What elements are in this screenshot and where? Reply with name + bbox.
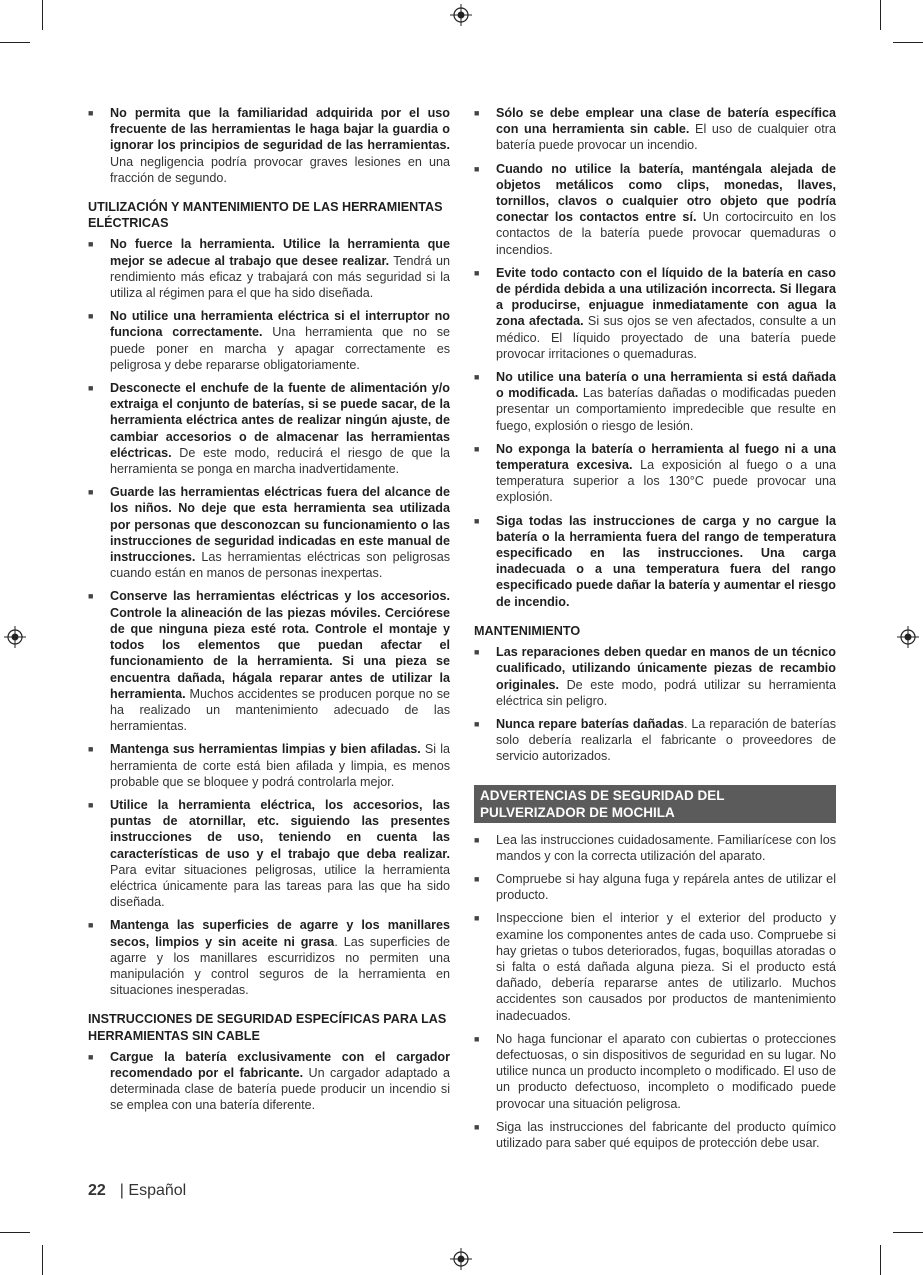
bullet-bold-text: No exponga la batería o herramienta al fuego ni a una temperatura excesiva. [496,441,836,473]
square-bullet-icon: ■ [474,647,480,658]
registration-mark-icon [450,4,472,26]
bullet-item [474,716,836,765]
square-bullet-icon: ■ [474,1033,480,1044]
crop-mark [42,1245,43,1275]
bullet-bold-text: Evite todo contacto con el líquido de la batería en caso de pérdida debida a una utilización incorrecta. Si llegara a producirse, enjuague inmediatamente con agua la zona afectada. [496,265,836,329]
bullet-text: Un cargador adaptado a determinada clase de batería puede producir un incendio si se emplea con una batería diferente. [110,1065,450,1113]
bullet-item [474,910,836,1023]
bullet-text: De este modo, podrá utilizar su herramienta eléctrica sin peligro. [496,677,836,708]
bullet-text: De este modo, reducirá el riesgo de que la herramienta se ponga en marcha inadvertidamente. [110,445,450,477]
bullet-text: La exposición al fuego o a una temperatura superior a los 130°C puede provocar una explosión. [496,458,836,505]
square-bullet-icon: ■ [88,799,94,810]
square-bullet-icon: ■ [88,239,94,250]
bullet-item [474,1031,836,1112]
bullet-text: Si la herramienta de corte está bien afilada y limpia, es menos probable que se bloquee y podrá controlarla mejor. [110,742,450,789]
bullet-text: Lea las instrucciones cuidadosamente. Familiarícese con los mandos y con la correcta utilización del aparato. [496,832,836,863]
bullet-text: Inspeccione bien el interior y el exterior del producto y examine los componentes antes de cada uso. Compruebe si hay grietas o tubos deteriorados, fugas, boquillas atoradas o si falta o está dañada alguna pieza. Si el producto está dañado, debería repararse antes de utilizarlo. Muchos accidentes son causados por productos de mantenimiento inadecuados. [496,911,836,1023]
bullet-bold-text: Sólo se debe emplear una clase de batería específica con una herramienta sin cable. [496,106,836,137]
registration-mark-icon [897,626,919,648]
bullet-bold-text: Cuando no utilice la batería, manténgala alejada de objetos metálicos como clips, monedas, llaves, tornillos, clavos o cualquier otro objeto que podría conectar los contactos entre sí. [496,161,836,225]
bullet-text: Siga las instrucciones del fabricante del producto químico utilizado para saber qué equipos de protección debe usar. [496,1119,836,1150]
bullet-item [474,369,836,434]
square-bullet-icon: ■ [88,744,94,755]
crop-mark [42,0,43,30]
bullet-bold-text: Guarde las herramientas eléctricas fuera del alcance de los niños. No deje que esta herramienta sea utilizada por personas que desconozcan su funcionamiento o las instrucciones de seguridad indicadas en este manual de instrucciones. [110,485,450,565]
bullet-item [88,380,450,477]
bullet-bold-text: No permita que la familiaridad adquirida por el uso frecuente de las herramientas le haga bajar la guardia o ignorar los principios de seguridad de las herramientas. [110,106,450,153]
bullet-bold-text: Utilice la herramienta eléctrica, los accesorios, las puntas de atornillar, etc. siguiendo las presentes instrucciones de uso, teniendo en cuenta las características de uso y el trabajo que deba realizar. [110,797,450,861]
square-bullet-icon: ■ [88,311,94,322]
square-bullet-icon: ■ [88,920,94,931]
bullet-item [474,161,836,258]
bullet-text: Compruebe si hay alguna fuga y repárela antes de utilizar el producto. [496,871,836,903]
square-bullet-icon: ■ [88,108,94,118]
square-bullet-icon: ■ [88,591,94,602]
section-heading: UTILIZACIÓN Y MANTENIMIENTO DE LAS HERRAMIENTAS ELÉCTRICAS [88,200,443,231]
crop-mark [893,1232,923,1233]
square-bullet-icon: ■ [88,1051,94,1062]
square-bullet-icon: ■ [474,267,480,278]
section-banner: ADVERTENCIAS DE SEGURIDAD DEL PULVERIZADOR DE MOCHILA [474,785,836,823]
bullet-text: Un cortocircuito en los contactos de la batería puede provocar quemaduras o incendios. [496,210,836,257]
bullet-item [88,1049,450,1114]
section-heading: MANTENIMIENTO [474,623,581,638]
crop-mark [880,0,881,30]
crop-mark [0,1232,30,1233]
bullet-bold-text: Siga todas las instrucciones de carga y no cargue la batería o la herramienta fuera del rango de temperatura especificado en las instrucciones. Una carga inadecuada o a una temperatura fuera del rango especificado puede dañar la batería y aumentar el riesgo de incendio. [496,513,836,609]
bullet-text: Una negligencia podría provocar graves lesiones en una fracción de segundo. [110,154,450,185]
bullet-text: . Las superficies de agarre y los manillares escurridizos no permiten una manipulación y control seguros de la herramienta en situaciones inesperadas. [110,934,450,998]
bullet-item [474,1119,836,1151]
bullet-text: Una herramienta que no se puede poner en marcha y apagar correctamente es peligrosa y debe repararse obligatoriamente. [110,325,450,372]
square-bullet-icon: ■ [474,108,480,118]
square-bullet-icon: ■ [88,383,94,394]
bullet-text: Si sus ojos se ven afectados, consulte a un médico. El líquido proyectado de una batería puede provocar irritaciones o quemaduras. [496,314,836,361]
bullet-bold-text: No utilice una herramienta eléctrica si el interruptor no funciona correctamente. [110,309,450,340]
page-footer [88,1182,186,1200]
bullet-item [88,741,450,790]
bullet-item [474,832,836,864]
bullet-bold-text: Mantenga sus herramientas limpias y bien afiladas. [110,742,421,757]
square-bullet-icon: ■ [474,873,480,884]
bullet-text: Para evitar situaciones peligrosas, utilice la herramienta eléctrica únicamente para las tareas para las que ha sido diseñada. [110,862,450,910]
bullet-item [474,644,836,709]
bullet-item [88,484,450,581]
bullet-bold-text: No fuerce la herramienta. Utilice la herramienta que mejor se adecue al trabajo que desee realizar. [110,237,450,268]
square-bullet-icon: ■ [88,487,94,498]
bullet-text: Las herramientas eléctricas son peligrosas cuando están en manos de personas inexpertas. [110,550,450,581]
bullet-bold-text: Las reparaciones deben quedar en manos de un técnico cualificado, utilizando únicamente piezas de recambio originales. [496,645,836,692]
bullet-bold-text: Desconecte el enchufe de la fuente de alimentación y/o extraiga el conjunto de baterías, si se puede sacar, de la herramienta eléctrica antes de realizar ningún ajuste, de cambiar accesorios o de almacenar las herramientas eléctricas. [110,381,450,460]
bullet-item [88,105,450,186]
square-bullet-icon: ■ [474,443,480,454]
page-number: 22 [88,1182,106,1199]
registration-mark-icon [450,1248,472,1270]
left-column [88,105,450,1121]
bullet-text: Las baterías dañadas o modificadas pueden presentar un comportamiento impredecible que resulte en fuego, explosión o riesgo de lesión. [496,386,837,433]
square-bullet-icon: ■ [474,515,480,526]
bullet-bold-text: Conserve las herramientas eléctricas y los accesorios. Controle la alineación de las piezas móviles. Cerciórese de que ninguna pieza esté rota. Controle el montaje y todos los elementos que puedan afectar el funcionamiento de la herramienta. Si una pieza se encuentra dañada, hágala reparar antes de utilizar la herramienta. [110,589,450,701]
bullet-item [474,871,836,903]
crop-mark [0,42,30,43]
bullet-item [474,513,836,610]
bullet-bold-text: Nunca repare baterías dañadas [496,716,684,731]
section-heading: INSTRUCCIONES DE SEGURIDAD ESPECÍFICAS PARA LAS HERRAMIENTAS SIN CABLE [88,1012,447,1043]
crop-mark [893,42,923,43]
square-bullet-icon: ■ [474,913,480,924]
square-bullet-icon: ■ [474,1121,480,1132]
bullet-text: Muchos accidentes se producen porque no se ha realizado un mantenimiento adecuado de las herramientas. [110,686,450,734]
bullet-bold-text: Mantenga las superficies de agarre y los manillares secos, limpios y sin aceite ni grasa [110,918,450,949]
bullet-bold-text: No utilice una batería o una herramienta si está dañada o modificada. [496,370,836,401]
square-bullet-icon: ■ [474,372,480,383]
bullet-item [88,308,450,373]
bullet-text: Tendrá un rendimiento más eficaz y trabajará con más seguridad si la utiliza al régimen para el que ha sido diseñada. [110,253,450,301]
registration-mark-icon [4,626,26,648]
bullet-item [474,441,836,506]
right-column [474,105,836,1158]
bullet-text: El uso de cualquier otra batería puede provocar un incendio. [496,122,836,153]
bullet-item [88,236,450,301]
square-bullet-icon: ■ [474,163,480,174]
page-language: | Español [119,1182,187,1199]
bullet-bold-text: Cargue la batería exclusivamente con el cargador recomendado por el fabricante. [110,1049,450,1080]
crop-mark [880,1245,881,1275]
bullet-item [474,265,836,362]
bullet-item [88,917,450,998]
bullet-text: No haga funcionar el aparato con cubiertas o protecciones defectuosas, o sin dispositivos de seguridad en su lugar. No utilice nunca un producto incompleto o modificado. El uso de un producto defectuoso, incompleto o modificado puede provocar una situación peligrosa. [496,1031,836,1111]
bullet-item [88,588,450,734]
bullet-text: . La reparación de baterías solo debería realizarla el fabricante o proveedores de servicio autorizados. [496,716,836,764]
square-bullet-icon: ■ [474,718,480,729]
bullet-item [88,797,450,910]
square-bullet-icon: ■ [474,834,480,845]
bullet-item [474,105,836,154]
